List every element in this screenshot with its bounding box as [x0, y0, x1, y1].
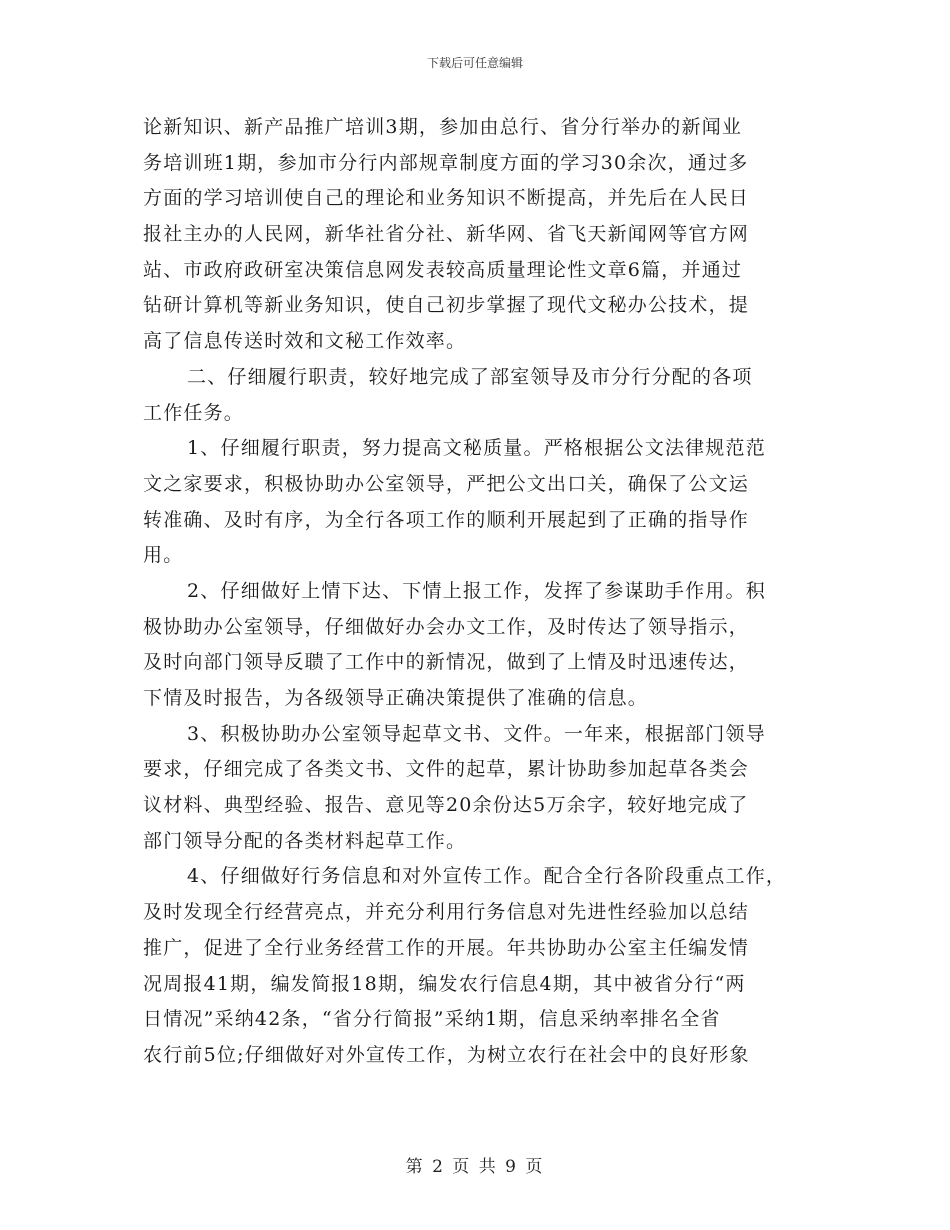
paragraph-first-line: 4、仔细做好行务信息和对外宣传工作。配合全行各阶段重点工作， [187, 865, 787, 888]
page-number-footer: 第 2 页 共 9 页 [405, 1157, 545, 1177]
text-line: 及时向部门领导反聩了工作中的新情况，做到了上情及时迅速传达， [143, 651, 750, 674]
text-line: 要求，仔细完成了各类文书、文件的起草，累计协助参加起草各类会 [143, 758, 750, 781]
text-line: 日情况”采纳42条，“省分行简报”采纳1期，信息采纳率排名全省 [143, 1008, 721, 1031]
text-line: 极协助办公室领导，仔细做好办会办文工作，及时传达了领导指示， [143, 615, 750, 638]
text-line: 议材料、典型经验、报告、意见等20余份达5万余字，较好地完成了 [143, 794, 749, 817]
paragraph-first-line: 2、仔细做好上情下达、下情上报工作，发挥了参谋助手作用。积 [187, 579, 766, 602]
text-line: 论新知识、新产品推广培训3期，参加由总行、省分行举办的新闻业 [143, 116, 743, 138]
page-header: 下载后可任意编辑 [426, 56, 523, 70]
text-line: 方面的学习培训使自己的理论和业务知识不断提高，并先后在人民日 [143, 187, 750, 210]
text-line: 及时发现全行经营亮点，并充分利用行务信息对先进性经验加以总结 [143, 901, 750, 924]
text-line: 农行前5位;仔细做好对外宣传工作，为树立农行在社会中的良好形象 [143, 1043, 750, 1066]
text-line: 报社主办的人民网，新华社省分社、新华网、省飞天新闻网等官方网 [143, 223, 750, 246]
text-line: 务培训班1期，参加市分行内部规章制度方面的学习30余次，通过多 [143, 151, 749, 174]
text-line: 况周报41期，编发简报18期，编发农行信息4期，其中被省分行“两 [143, 972, 746, 995]
text-line: 推广，促进了全行业务经营工作的开展。年共协助办公室主任编发情 [143, 936, 750, 959]
text-line: 钻研计算机等新业务知识，使自己初步掌握了现代文秘办公技术，提 [143, 294, 750, 317]
document-body [143, 110, 807, 1074]
text-line: 站、市政府政研室决策信息网发表较高质量理论性文章6篇，并通过 [143, 258, 743, 281]
text-line: 下情及时报告，为各级领导正确决策提供了准确的信息。 [143, 687, 649, 709]
text-line: 用。 [143, 544, 184, 567]
text-line: 部门领导分配的各类材料起草工作。 [143, 829, 467, 852]
text-line: 工作任务。 [143, 401, 245, 424]
text-line: 转准确、及时有序，为全行各项工作的顺利开展起到了正确的指导作 [143, 508, 750, 531]
paragraph-first-line: 1、仔细履行职责，努力提高文秘质量。严格根据公文法律规范范 [187, 437, 766, 460]
paragraph-first-line: 二、仔细履行职责，较好地完成了部室领导及市分行分配的各项 [187, 365, 753, 388]
text-line: 高了信息传送时效和文秘工作效率。 [143, 330, 467, 353]
paragraph-first-line: 3、积极协助办公室领导起草文书、文件。一年来，根据部门领导 [187, 722, 766, 745]
text-line: 文之家要求，积极协助办公室领导，严把公文出口关，确保了公文运 [143, 472, 750, 495]
